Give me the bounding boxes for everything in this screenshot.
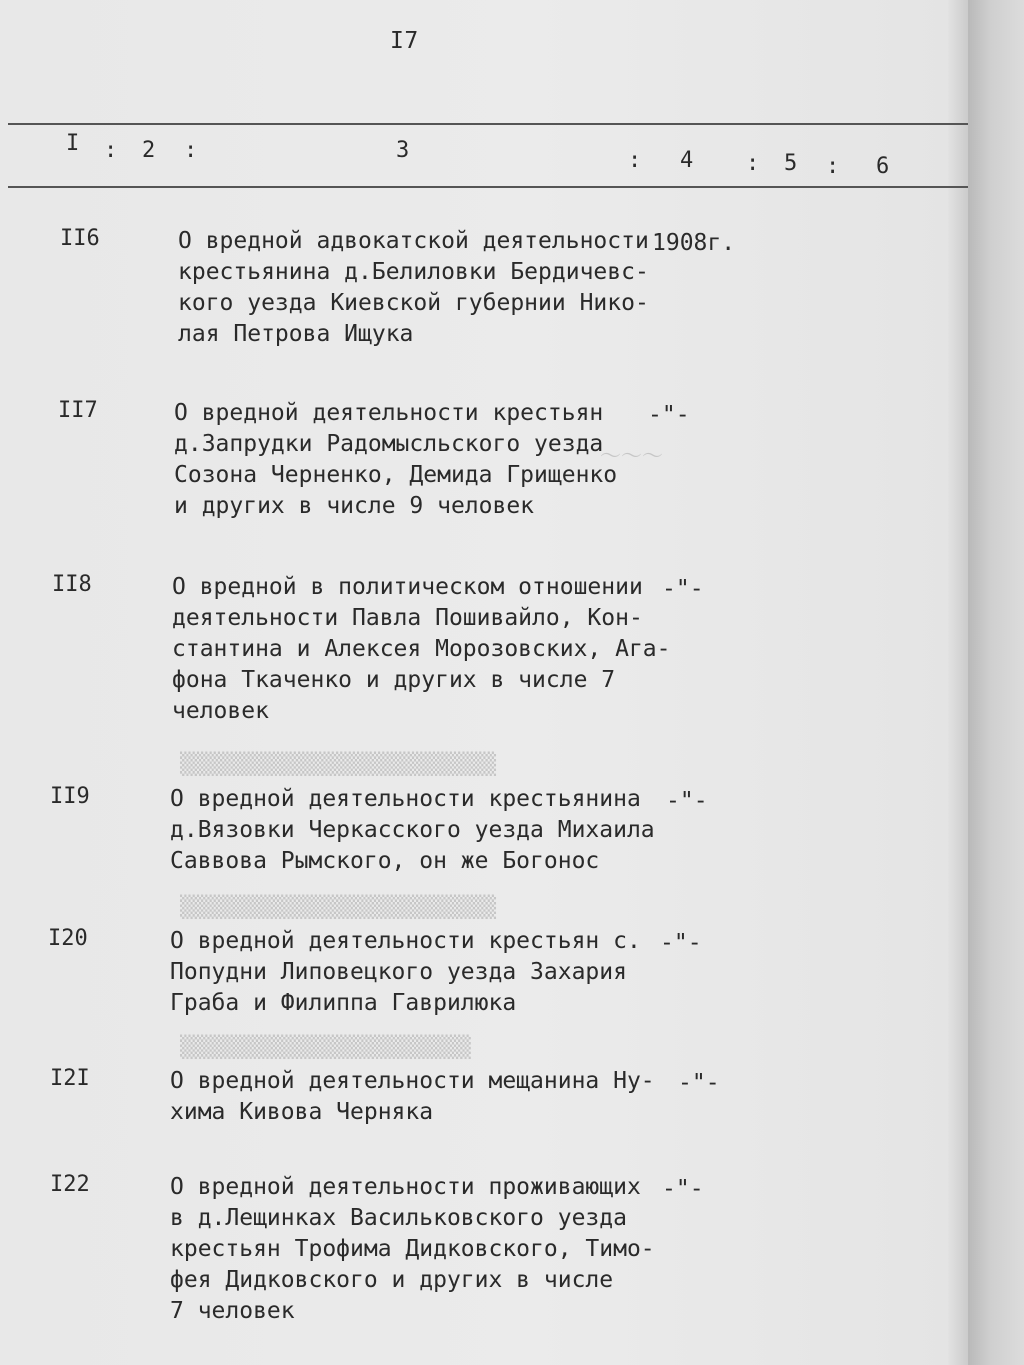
entry-number: II9 bbox=[50, 784, 90, 809]
page-number: I7 bbox=[390, 28, 419, 54]
bleed-through-mark: ～～～ bbox=[600, 444, 663, 468]
entry-number: I22 bbox=[50, 1172, 90, 1197]
bleed-through-mark: ▒▒▒▒▒▒▒▒▒▒▒▒▒▒▒▒▒▒▒▒▒▒▒▒▒ bbox=[180, 752, 497, 776]
entry-date-ditto: -"- bbox=[662, 1176, 704, 1202]
entry-title: О вредной деятельности проживающих в д.Лещинках Васильковского уезда крестьян Трофима Дидковского, Тимо- фея Дидковского и других в числе 7 человек bbox=[170, 1174, 655, 1324]
entry-title: О вредной деятельности крестьян д.Запрудки Радомысльского уезда Созона Черненко, Демида Грищенко и других в числе 9 человек bbox=[174, 400, 618, 519]
column-header-6: 6 bbox=[876, 154, 890, 179]
entry-number: I20 bbox=[48, 926, 88, 951]
header-rule-top bbox=[8, 123, 968, 125]
header-rule-bottom bbox=[8, 186, 968, 188]
entry-date: 1908г. bbox=[652, 230, 736, 256]
column-separator: : bbox=[104, 138, 118, 163]
column-header-3: 3 bbox=[396, 138, 410, 163]
entry-title: О вредной деятельности мещанина Ну- хима Кивова Черняка bbox=[170, 1068, 655, 1125]
entry-number: II8 bbox=[52, 572, 92, 597]
entry-title: О вредной деятельности крестьян с. Попудни Липовецкого уезда Захария Граба и Филиппа Гаврилюка bbox=[170, 928, 641, 1016]
background-shadow bbox=[968, 0, 1024, 1365]
bleed-through-mark: ▒▒▒▒▒▒▒▒▒▒▒▒▒▒▒▒▒▒▒▒▒▒▒ bbox=[180, 1035, 471, 1059]
entry-date-ditto: -"- bbox=[648, 402, 690, 428]
entry-number: II6 bbox=[60, 226, 100, 251]
column-header-5: 5 bbox=[784, 151, 798, 176]
entry-date-ditto: -"- bbox=[662, 576, 704, 602]
column-separator: : bbox=[628, 148, 642, 173]
column-separator: : bbox=[826, 154, 840, 179]
entry-date-ditto: -"- bbox=[666, 788, 708, 814]
entry-date-ditto: -"- bbox=[678, 1070, 720, 1096]
column-header-1: I bbox=[66, 131, 80, 156]
entry-number: II7 bbox=[58, 398, 98, 423]
column-separator: : bbox=[184, 138, 198, 163]
entry-title: О вредной в политическом отношении деятельности Павла Пошивайло, Кон- стантина и Алексея Морозовских, Ага- фона Ткаченко и других в числе 7 человек bbox=[172, 574, 671, 724]
column-header-2: 2 bbox=[142, 138, 156, 163]
entry-title: О вредной адвокатской деятельности крестьянина д.Белиловки Бердичевс- кого уезда Киевской губернии Нико- лая Петрова Ищука bbox=[178, 228, 649, 347]
column-header-4: 4 bbox=[680, 148, 694, 173]
column-separator: : bbox=[746, 151, 760, 176]
entry-title: О вредной деятельности крестьянина д.Вязовки Черкасского уезда Михаила Саввова Рымского, он же Богонос bbox=[170, 786, 655, 874]
entry-date-ditto: -"- bbox=[660, 930, 702, 956]
paper-edge bbox=[948, 0, 970, 1365]
entry-number: I2I bbox=[50, 1066, 90, 1091]
bleed-through-mark: ▒▒▒▒▒▒▒▒▒▒▒▒▒▒▒▒▒▒▒▒▒▒▒▒▒ bbox=[180, 895, 497, 919]
